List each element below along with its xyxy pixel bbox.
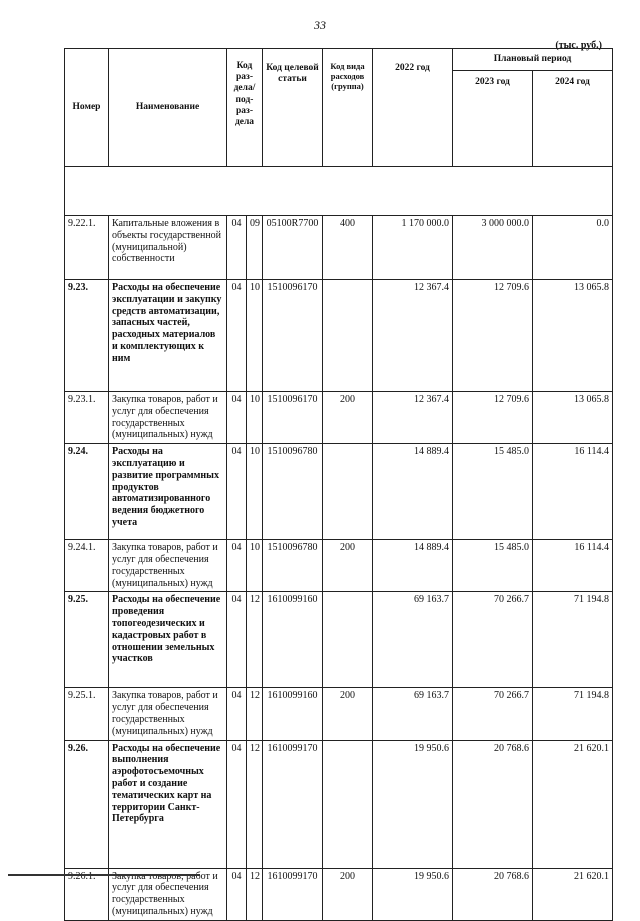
table-row [65, 444, 613, 540]
row-razdel: 04 [227, 392, 247, 444]
row-celevaya: 1610099170 [263, 740, 323, 868]
row-2023: 20 768.6 [453, 740, 533, 868]
row-2023: 70 266.7 [453, 688, 533, 740]
row-2022: 69 163.7 [373, 592, 453, 688]
row-2023: 70 266.7 [453, 592, 533, 688]
row-podrazdel: 12 [247, 868, 263, 920]
header-2024: 2024 год [533, 71, 613, 167]
row-vid [323, 280, 373, 392]
row-2022: 69 163.7 [373, 688, 453, 740]
header-vid: Код вида расходов (группа) [323, 49, 373, 167]
row-vid: 200 [323, 540, 373, 592]
row-celevaya: 1510096780 [263, 444, 323, 540]
row-celevaya: 1510096780 [263, 540, 323, 592]
row-celevaya: 1610099160 [263, 592, 323, 688]
table-row [65, 540, 613, 592]
row-2023: 20 768.6 [453, 868, 533, 920]
row-razdel: 04 [227, 868, 247, 920]
row-2023: 3 000 000.0 [453, 216, 533, 280]
row-name: Закупка товаров, работ и услуг для обеспечения государственных (муниципальных) нужд [109, 688, 227, 740]
row-2024: 16 114.4 [533, 444, 613, 540]
row-name: Капитальные вложения в объекты государственной (муниципальной) собственности [109, 216, 227, 280]
row-vid: 400 [323, 216, 373, 280]
table-row [65, 280, 613, 392]
table-row [65, 740, 613, 868]
table-row [65, 392, 613, 444]
row-2022: 19 950.6 [373, 868, 453, 920]
header-2022: 2022 год [373, 49, 453, 167]
row-razdel: 04 [227, 216, 247, 280]
table-row [65, 216, 613, 280]
row-2022: 14 889.4 [373, 540, 453, 592]
row-vid [323, 444, 373, 540]
header-razdel: Код раз-дела/ под-раз-дела [227, 49, 263, 167]
row-2024: 0.0 [533, 216, 613, 280]
row-podrazdel: 12 [247, 592, 263, 688]
row-number: 9.25.1. [65, 688, 109, 740]
row-podrazdel: 10 [247, 444, 263, 540]
units-label: (тыс. руб.) [555, 40, 602, 51]
row-razdel: 04 [227, 280, 247, 392]
header-num: Номер [65, 49, 109, 167]
row-vid: 200 [323, 392, 373, 444]
page-number: 33 [314, 18, 326, 32]
row-number: 9.25. [65, 592, 109, 688]
row-2024: 71 194.8 [533, 592, 613, 688]
row-podrazdel: 10 [247, 280, 263, 392]
row-2023: 12 709.6 [453, 280, 533, 392]
row-number: 9.23.1. [65, 392, 109, 444]
row-name: Закупка товаров, работ и услуг для обеспечения государственных (муниципальных) нужд [109, 868, 227, 920]
row-name: Закупка товаров, работ и услуг для обеспечения государственных (муниципальных) нужд [109, 540, 227, 592]
row-2022: 14 889.4 [373, 444, 453, 540]
row-2024: 21 620.1 [533, 740, 613, 868]
row-podrazdel: 10 [247, 392, 263, 444]
row-number: 9.22.1. [65, 216, 109, 280]
header-name: Наименование [109, 49, 227, 167]
budget-table [64, 48, 613, 921]
row-razdel: 04 [227, 444, 247, 540]
row-2024: 71 194.8 [533, 688, 613, 740]
row-celevaya: 1610099170 [263, 868, 323, 920]
row-number: 9.26.1. [65, 868, 109, 920]
row-razdel: 04 [227, 688, 247, 740]
row-2022: 1 170 000.0 [373, 216, 453, 280]
table-row [65, 688, 613, 740]
row-name: Расходы на обеспечение выполнения аэрофотосъемочных работ и создание тематических карт на территории Санкт-Петербурга [109, 740, 227, 868]
row-celevaya: 1510096170 [263, 280, 323, 392]
row-number: 9.24. [65, 444, 109, 540]
row-2022: 19 950.6 [373, 740, 453, 868]
row-2023: 15 485.0 [453, 444, 533, 540]
header-celevaya: Код целевой статьи [263, 49, 323, 167]
row-podrazdel: 12 [247, 740, 263, 868]
row-2022: 12 367.4 [373, 392, 453, 444]
row-2024: 13 065.8 [533, 280, 613, 392]
row-razdel: 04 [227, 540, 247, 592]
header-2023: 2023 год [453, 71, 533, 167]
row-celevaya: 1610099160 [263, 688, 323, 740]
row-vid [323, 592, 373, 688]
row-podrazdel: 10 [247, 540, 263, 592]
row-2024: 13 065.8 [533, 392, 613, 444]
row-name: Расходы на обеспечение эксплуатации и закупку средств автоматизации, запасных частей, расходных материалов и комплектующих к ним [109, 280, 227, 392]
row-number: 9.26. [65, 740, 109, 868]
table-body [65, 167, 613, 921]
table-row [65, 592, 613, 688]
row-2024: 16 114.4 [533, 540, 613, 592]
row-podrazdel: 12 [247, 688, 263, 740]
row-number: 9.24.1. [65, 540, 109, 592]
row-vid: 200 [323, 688, 373, 740]
row-celevaya: 05100R7700 [263, 216, 323, 280]
row-number: 9.23. [65, 280, 109, 392]
row-razdel: 04 [227, 592, 247, 688]
row-2023: 12 709.6 [453, 392, 533, 444]
row-vid: 200 [323, 868, 373, 920]
header-planned: Плановый период [453, 49, 613, 71]
row-2024: 21 620.1 [533, 868, 613, 920]
row-2022: 12 367.4 [373, 280, 453, 392]
row-name: Закупка товаров, работ и услуг для обеспечения государственных (муниципальных) нужд [109, 392, 227, 444]
row-razdel: 04 [227, 740, 247, 868]
row-2023: 15 485.0 [453, 540, 533, 592]
row-celevaya: 1510096170 [263, 392, 323, 444]
row-name: Расходы на обеспечение проведения топогеодезических и кадастровых работ в отношении земельных участков [109, 592, 227, 688]
row-podrazdel: 09 [247, 216, 263, 280]
row-name: Расходы на эксплуатацию и развитие программных продуктов автоматизированного ведения бюджетного учета [109, 444, 227, 540]
footer-line [8, 874, 200, 876]
row-vid [323, 740, 373, 868]
